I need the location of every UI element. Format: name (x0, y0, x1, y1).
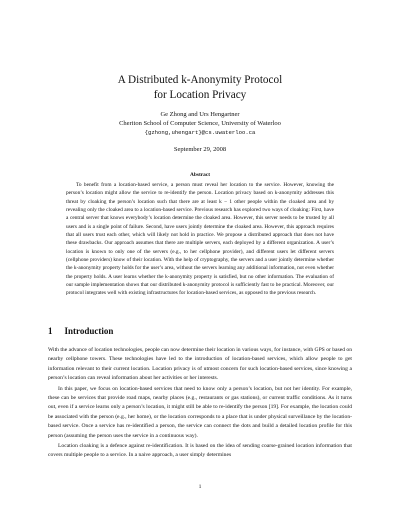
abstract-text: To benefit from a location-based service, a person must reveal her location to the service. However, knowing the person’s location might allow the service to re-identify the person. Location privacy based on k-anonymity addresses this threat by cloaking the person’s location such that there are at least k − 1 other people within the cloaked area and by revealing only the cloaked area to a location-based service. Previous research has explored two ways of cloaking: First, have a central server that knows everybody’s location determine the cloaked area. However, this server needs to be trusted by all users and is a single point of failure. Second, have users jointly determine the cloaked area. However, this approach requires that all users trust each other, which will likely not hold in practice. We propose a distributed approach that does not have these drawbacks. Our approach assumes that there are multiple servers, each deployed by a different organization. A user’s location is known to only one of the servers (e.g., to her cellphone provider), and different users let different servers (cellphone providers) know of their location. With the help of cryptography, the servers and a user jointly determine whether the k-anonymity property holds for the user’s area, without the servers learning any additional information, not even whether the property holds. A user learns whether the k-anonymity property is satisfied, but no other information. The evaluation of our sample implementation shows that our distributed k-anonymity protocol is sufficiently fast to be practical. Moreover, our protocol integrates well with existing infrastructures for location-based services, as opposed to the previous research. (66, 182, 334, 297)
section-title: Introduction (64, 326, 114, 336)
section-number: 1 (48, 326, 53, 336)
page-number: 1 (198, 484, 202, 490)
authors: Ge Zhong and Urs Hengartner (160, 111, 240, 118)
affiliation: Cheriton School of Computer Science, University of Waterloo (119, 120, 281, 127)
author-emails: {gzhong,uhengart}@cs.uwaterloo.ca (144, 129, 256, 136)
paper-date: September 29, 2008 (173, 146, 227, 153)
section-body (48, 346, 352, 462)
body-paragraph: Location cloaking is a defence against re-identification. It is based on the idea of sending coarse-grained location information that covers multiple people to a service. In a naive approach, a user simply determines (48, 442, 352, 459)
abstract-heading: Abstract (189, 172, 211, 178)
body-paragraph: In this paper, we focus on location-based services that need to know only a person’s location, but not her identity. For example, these can be services that provide road maps, nearby places (e.g., restaurants or gas stations), or current traffic conditions. As it turns out, even if a service learns only a person’s location, it might still be able to re-identify the person [19]. For example, the location could be associated with the person (e.g., her home), or the location corresponds to a place that is under physical surveillance by the location-based service. Once a service has re-identified a person, the service can connect the dots and build a detailed location profile for this person (assuming the person uses the service in a continuous way). (48, 385, 352, 439)
section-heading (48, 326, 113, 336)
paper-title-line-2: for Location Privacy (153, 89, 247, 101)
paper-title-line-1: A Distributed k-Anonymity Protocol (117, 74, 283, 86)
body-paragraph: With the advance of location technologies, people can now determine their location in various ways, for instance, with GPS or based on nearby cellphone towers. These technologies have led to the introduction of location-based services, which allow people to get information relevant to their current location. Location privacy is of utmost concern for such location-based services, since knowing a person’s location can reveal information about her activities or her interests. (48, 347, 352, 382)
